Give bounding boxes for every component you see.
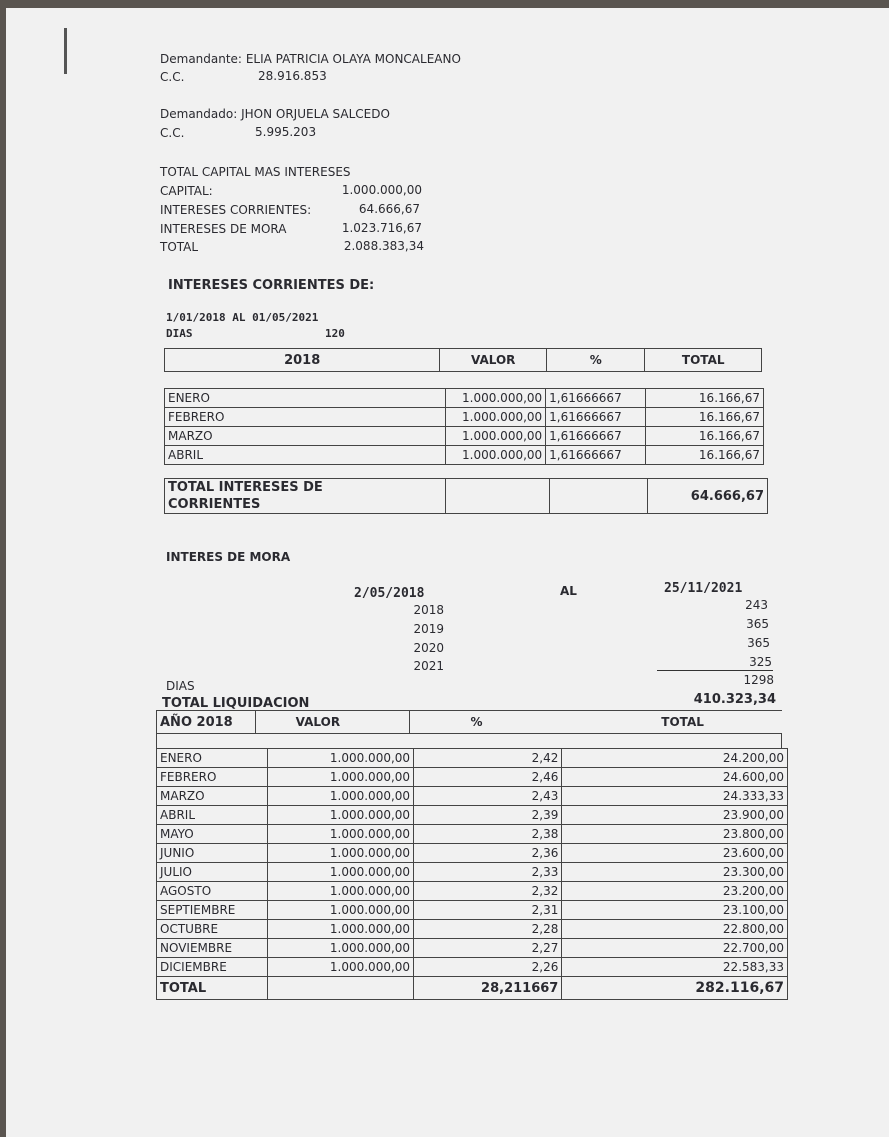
total-cell: 23.900,00 [562, 806, 788, 825]
mora-dias-total: 1298 [743, 673, 774, 687]
summary-total-label: TOTAL [160, 240, 199, 254]
summary-corrientes-value: 64.666,67 [358, 202, 420, 216]
valor-cell: 1.000.000,00 [267, 863, 413, 882]
pct-cell: 2,36 [414, 844, 562, 863]
table-row [157, 882, 788, 901]
mora-table [156, 748, 788, 1000]
summary-title: TOTAL CAPITAL MAS INTERESES [160, 165, 351, 179]
table-row [157, 825, 788, 844]
valor-cell: 1.000.000,00 [446, 389, 546, 408]
total-cell: 16.166,67 [646, 408, 764, 427]
valor-cell: 1.000.000,00 [446, 408, 546, 427]
mes-cell: ABRIL [157, 806, 268, 825]
mora-days-2021: 325 [749, 655, 772, 669]
corrientes-head-valor: VALOR [440, 349, 547, 372]
pct-cell: 2,26 [414, 958, 562, 977]
liquidacion-value: 410.323,34 [693, 692, 776, 707]
total-cell: 24.600,00 [562, 768, 788, 787]
mora-year-2021: 2021 [413, 659, 444, 673]
pct-cell: 1,61666667 [546, 389, 646, 408]
pct-cell: 2,32 [414, 882, 562, 901]
table-row [165, 427, 764, 446]
mes-cell: FEBRERO [157, 768, 268, 787]
cc2-label: C.C. [160, 126, 185, 140]
table-row [157, 844, 788, 863]
table-row [165, 446, 764, 465]
total-cell: 22.700,00 [562, 939, 788, 958]
mes-cell: JULIO [157, 863, 268, 882]
valor-cell: 1.000.000,00 [267, 787, 413, 806]
mora-total-value: 282.116,67 [562, 977, 788, 1000]
sum-underline [657, 670, 773, 671]
mes-cell: FEBRERO [165, 408, 446, 427]
mora-to: 25/11/2021 [664, 581, 743, 596]
corrientes-head-pct: % [547, 349, 645, 372]
mora-days-2018: 243 [745, 598, 768, 612]
valor-cell: 1.000.000,00 [267, 920, 413, 939]
mora-year-2020: 2020 [413, 641, 444, 655]
total-cell: 23.600,00 [562, 844, 788, 863]
valor-cell: 1.000.000,00 [267, 939, 413, 958]
pct-cell: 2,42 [414, 749, 562, 768]
table-row [157, 806, 788, 825]
summary-capital-value: 1.000.000,00 [341, 183, 422, 197]
valor-cell: 1.000.000,00 [446, 446, 546, 465]
corrientes-range: 1/01/2018 AL 01/05/2021 [166, 311, 319, 324]
empty-cell [550, 479, 648, 514]
summary-mora-label: INTERESES DE MORA [160, 222, 287, 236]
cc1-value: 28.916.853 [258, 69, 327, 83]
cc2-value: 5.995.203 [255, 125, 317, 139]
corrientes-total-label-1: TOTAL INTERESES DE [168, 480, 323, 495]
mora-al: AL [560, 584, 577, 598]
summary-capital-label: CAPITAL: [160, 184, 213, 198]
mora-head-valor: VALOR [255, 711, 410, 734]
table-row [157, 920, 788, 939]
mes-cell: DICIEMBRE [157, 958, 268, 977]
pct-cell: 1,61666667 [546, 427, 646, 446]
mora-total-row [157, 977, 788, 1000]
table-row [157, 939, 788, 958]
table-row [157, 958, 788, 977]
total-cell: 16.166,67 [646, 389, 764, 408]
corrientes-dias-label: DIAS [166, 327, 193, 340]
corrientes-total-label [165, 479, 446, 514]
mora-days-2019: 365 [746, 617, 769, 631]
spacer-row [157, 734, 782, 749]
table-row [157, 768, 788, 787]
total-cell: 23.200,00 [562, 882, 788, 901]
pct-cell: 2,43 [414, 787, 562, 806]
valor-cell: 1.000.000,00 [446, 427, 546, 446]
cc1-label: C.C. [160, 70, 185, 84]
valor-cell: 1.000.000,00 [267, 958, 413, 977]
total-cell: 23.300,00 [562, 863, 788, 882]
valor-cell: 1.000.000,00 [267, 806, 413, 825]
corrientes-dias-value: 120 [325, 327, 345, 340]
corrientes-title: INTERESES CORRIENTES DE: [168, 278, 375, 293]
table-row [157, 863, 788, 882]
pct-cell: 2,33 [414, 863, 562, 882]
mes-cell: AGOSTO [157, 882, 268, 901]
total-cell: 24.333,33 [562, 787, 788, 806]
mora-from: 2/05/2018 [354, 586, 425, 601]
valor-cell: 1.000.000,00 [267, 768, 413, 787]
corrientes-total-value: 64.666,67 [647, 479, 767, 514]
corrientes-header-table [164, 348, 762, 372]
mora-year-2018: 2018 [413, 603, 444, 617]
mora-head-year: AÑO 2018 [157, 711, 256, 734]
total-cell: 23.100,00 [562, 901, 788, 920]
mes-cell: OCTUBRE [157, 920, 268, 939]
total-cell: 24.200,00 [562, 749, 788, 768]
mes-cell: ENERO [157, 749, 268, 768]
table-row [165, 408, 764, 427]
summary-corrientes-label: INTERESES CORRIENTES: [160, 203, 312, 217]
pct-cell: 1,61666667 [546, 408, 646, 427]
total-cell: 22.583,33 [562, 958, 788, 977]
corrientes-head-year: 2018 [165, 349, 440, 372]
mes-cell: JUNIO [157, 844, 268, 863]
total-cell: 23.800,00 [562, 825, 788, 844]
liquidacion-label: TOTAL LIQUIDACION [162, 696, 310, 711]
empty-cell [267, 977, 413, 1000]
empty-cell [446, 479, 550, 514]
total-cell: 22.800,00 [562, 920, 788, 939]
pct-cell: 2,28 [414, 920, 562, 939]
demandante-line [160, 52, 461, 66]
pct-cell: 2,46 [414, 768, 562, 787]
mes-cell: MARZO [165, 427, 446, 446]
pct-cell: 2,39 [414, 806, 562, 825]
table-row [157, 901, 788, 920]
mora-total-pct: 28,211667 [414, 977, 562, 1000]
margin-mark [64, 28, 67, 74]
corrientes-table [164, 388, 764, 465]
table-row [157, 787, 788, 806]
mora-title: INTERES DE MORA [166, 550, 291, 564]
valor-cell: 1.000.000,00 [267, 749, 413, 768]
pct-cell: 1,61666667 [546, 446, 646, 465]
pct-cell: 2,27 [414, 939, 562, 958]
mes-cell: ENERO [165, 389, 446, 408]
valor-cell: 1.000.000,00 [267, 825, 413, 844]
table-row [165, 389, 764, 408]
corrientes-head-total: TOTAL [645, 349, 762, 372]
mora-header-table [156, 710, 782, 749]
summary-total-value: 2.088.383,34 [343, 239, 424, 253]
mora-head-pct: % [410, 711, 581, 734]
mora-year-2019: 2019 [413, 622, 444, 636]
demandado-name: JHON ORJUELA SALCEDO [241, 107, 390, 121]
demandante-name: ELIA PATRICIA OLAYA MONCALEANO [245, 52, 461, 66]
valor-cell: 1.000.000,00 [267, 882, 413, 901]
mes-cell: MAYO [157, 825, 268, 844]
total-cell: 16.166,67 [646, 427, 764, 446]
pct-cell: 2,31 [414, 901, 562, 920]
mes-cell: SEPTIEMBRE [157, 901, 268, 920]
mes-cell: ABRIL [165, 446, 446, 465]
summary-mora-value: 1.023.716,67 [341, 221, 422, 235]
mora-dias-label: DIAS [166, 679, 195, 693]
total-cell: 16.166,67 [646, 446, 764, 465]
corrientes-total-label-2: CORRIENTES [168, 497, 261, 512]
mes-cell: NOVIEMBRE [157, 939, 268, 958]
mora-head-total: TOTAL [581, 711, 781, 734]
demandante-label: Demandante: [160, 52, 242, 66]
valor-cell: 1.000.000,00 [267, 901, 413, 920]
demandado-line [160, 107, 390, 121]
mora-total-label: TOTAL [157, 977, 268, 1000]
demandado-label: Demandado: [160, 107, 238, 121]
corrientes-total-table [164, 478, 768, 514]
mes-cell: MARZO [157, 787, 268, 806]
table-row [157, 749, 788, 768]
valor-cell: 1.000.000,00 [267, 844, 413, 863]
mora-days-2020: 365 [747, 636, 770, 650]
pct-cell: 2,38 [414, 825, 562, 844]
